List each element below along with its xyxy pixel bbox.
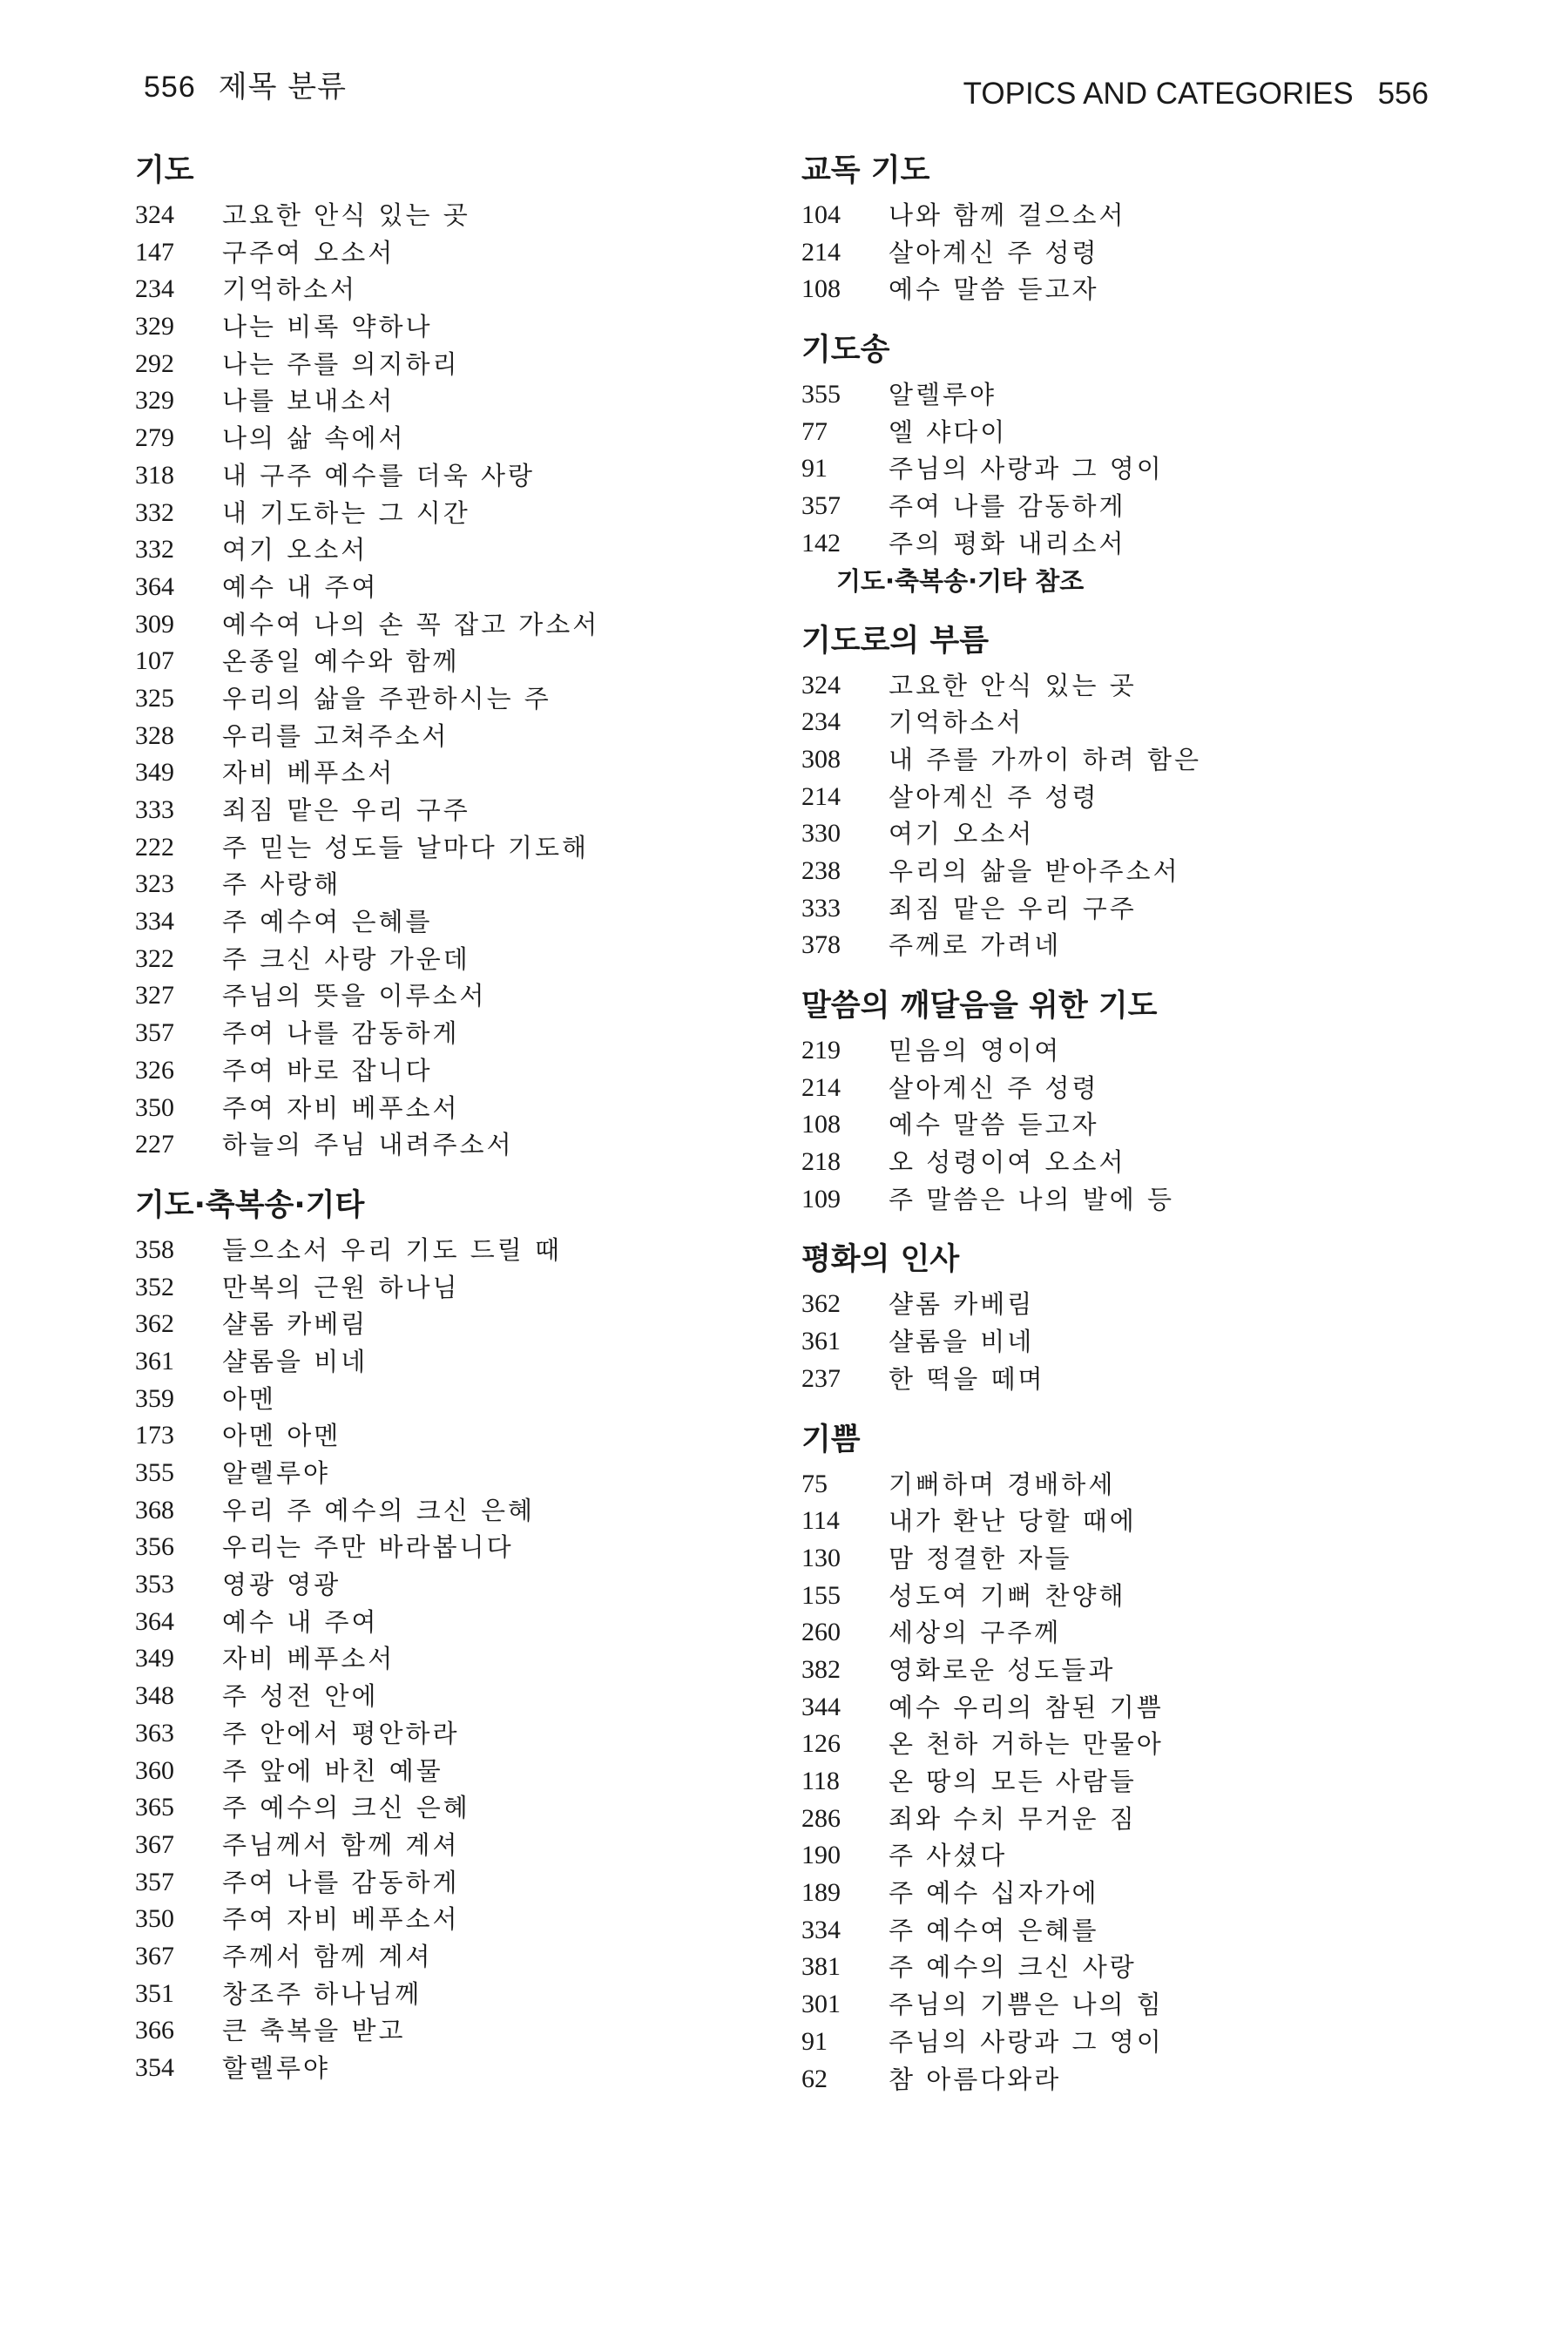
hymn-title: 큰 축복을 받고 (222, 2016, 406, 2046)
hymn-title: 영광 영광 (222, 1570, 341, 1600)
page-heading: 제목 분류 (218, 70, 347, 105)
hymn-title: 여기 오소서 (222, 535, 368, 565)
hymn-number: 368 (135, 1495, 174, 1524)
hymn-title: 우리를 고쳐주소서 (222, 720, 449, 751)
hymn-entry (135, 1566, 762, 1604)
hymn-number: 358 (135, 1234, 174, 1264)
hymn-number: 301 (801, 1990, 841, 2019)
hymn-number: 309 (135, 609, 174, 639)
page-header-right (963, 77, 1429, 112)
hymn-number: 279 (135, 423, 174, 453)
hymn-title: 살아계신 주 성령 (889, 781, 1099, 812)
hymn-entry (801, 525, 1411, 563)
hymn-entry (801, 271, 1411, 308)
hymn-title: 주여 나를 감동하게 (889, 491, 1126, 522)
hymn-title: 알렐루야 (889, 380, 997, 410)
hymn-title: 우리의 삶을 받아주소서 (889, 855, 1180, 886)
hymn-number: 330 (801, 819, 841, 848)
section-title: 평화의 인사 (801, 1242, 960, 1278)
hymn-number: 325 (135, 683, 174, 713)
hymn-number: 318 (135, 460, 174, 490)
hymn-title: 주 예수 십자가에 (889, 1878, 1099, 1909)
hymn-entry (801, 1614, 1411, 1652)
hymn-number: 356 (135, 1532, 174, 1562)
hymn-number: 327 (135, 981, 174, 1010)
hymn-entry (135, 420, 762, 457)
hymn-number: 214 (801, 1072, 841, 1102)
hymn-entry (801, 779, 1411, 816)
hymn-number: 326 (135, 1055, 174, 1085)
hymn-entry (135, 1343, 762, 1381)
hymn-entry (135, 1901, 762, 1938)
hymn-entry (135, 1232, 762, 1269)
hymn-entry (801, 488, 1411, 525)
hymn-number: 364 (135, 571, 174, 601)
hymn-entry (135, 1678, 762, 1715)
hymn-title: 주 예수여 은혜를 (889, 1915, 1099, 1945)
hymn-title: 할렐루야 (222, 2053, 331, 2083)
hymn-number: 361 (801, 1327, 841, 1356)
hymn-entry (801, 853, 1411, 890)
hymn-entry (801, 1875, 1411, 1912)
hymn-entry (135, 792, 762, 829)
hymn-number: 332 (135, 535, 174, 564)
topic-section (801, 1237, 1411, 1397)
hymn-entry (801, 1837, 1411, 1875)
hymn-entry (801, 1726, 1411, 1763)
hymn-number: 382 (801, 1654, 841, 1684)
hymn-title: 나의 삶 속에서 (222, 423, 406, 454)
hymn-number: 219 (801, 1036, 841, 1064)
topic-section (801, 983, 1411, 1218)
hymn-title: 주 예수의 크신 사랑 (889, 1952, 1137, 1983)
hymn-entry (135, 606, 762, 644)
section-title: 교독 기도 (801, 153, 930, 188)
hymn-title: 샬롬 카베림 (222, 1309, 368, 1340)
hymn-title: 주 앞에 바친 예물 (222, 1755, 443, 1786)
hymn-number: 234 (135, 274, 174, 304)
hymn-entry (801, 1801, 1411, 1838)
hymn-title: 나와 함께 걸으소서 (889, 200, 1126, 230)
hymn-number: 354 (135, 2053, 174, 2082)
hymn-number: 365 (135, 1793, 174, 1822)
hymn-title: 주님의 사랑과 그 영이 (889, 2026, 1164, 2057)
hymn-entry (135, 1640, 762, 1678)
hymn-entry (801, 1949, 1411, 1986)
hymn-title: 고요한 안식 있는 곳 (889, 670, 1137, 700)
hymn-title: 예수 말씀 듣고자 (889, 274, 1099, 305)
hymn-title: 내 구주 예수를 더욱 사랑 (222, 460, 536, 490)
hymn-entry (135, 2012, 762, 2050)
hymn-number: 155 (801, 1580, 841, 1610)
hymn-title: 살아계신 주 성령 (889, 237, 1099, 267)
hymn-number: 378 (801, 930, 841, 960)
hymn-title: 들으소서 우리 기도 드릴 때 (222, 1234, 563, 1265)
hymn-title: 세상의 구주께 (889, 1618, 1062, 1648)
hymn-title: 우리의 삶을 주관하시는 주 (222, 683, 551, 713)
hymn-number: 91 (801, 2026, 828, 2056)
hymn-number: 352 (135, 1272, 174, 1301)
hymn-entry (801, 667, 1411, 705)
hymn-title: 주 말씀은 나의 발에 등 (889, 1184, 1174, 1214)
hymn-entry (801, 1540, 1411, 1578)
hymn-entry (135, 234, 762, 272)
hymn-number: 344 (801, 1692, 841, 1721)
hymn-title: 주님의 사랑과 그 영이 (889, 454, 1164, 484)
hymn-number: 260 (801, 1618, 841, 1647)
hymn-entry (135, 903, 762, 941)
hymn-title: 엘 샤다이 (889, 416, 1008, 447)
hymn-number: 286 (801, 1803, 841, 1833)
hymn-title: 주 크신 사랑 가운데 (222, 943, 470, 974)
hymn-number: 323 (135, 869, 174, 899)
hymn-entry (135, 382, 762, 420)
hymn-entry (135, 941, 762, 978)
hymn-title: 주여 바로 잡니다 (222, 1055, 433, 1085)
hymn-title: 맘 정결한 자들 (889, 1543, 1072, 1573)
hymn-number: 292 (135, 348, 174, 378)
hymn-title: 오 성령이여 오소서 (889, 1147, 1126, 1178)
hymn-entry (135, 829, 762, 867)
hymn-number: 190 (801, 1841, 841, 1870)
hymn-title: 우리는 주만 바라봅니다 (222, 1532, 514, 1563)
hymn-entry (135, 1381, 762, 1418)
hymn-title: 아멘 (222, 1383, 277, 1414)
hymn-entry (135, 495, 762, 532)
hymn-entry (801, 1986, 1411, 2024)
hymn-entry (135, 1976, 762, 2013)
hymn-entry (801, 1032, 1411, 1070)
hymn-title: 한 떡을 떼며 (889, 1363, 1045, 1394)
hymn-number: 333 (801, 893, 841, 923)
hymn-entry (135, 643, 762, 680)
hymn-title: 알렐루야 (222, 1458, 331, 1488)
hymn-title: 자비 베푸소서 (222, 1644, 395, 1674)
hymn-number: 328 (135, 720, 174, 750)
hymn-title: 창조주 하나님께 (222, 1978, 422, 2009)
hymn-title: 주여 나를 감동하게 (222, 1018, 460, 1049)
hymn-title: 죄와 수치 무거운 짐 (889, 1803, 1137, 1834)
hymn-entry (801, 234, 1411, 272)
hymn-title: 기억하소서 (889, 707, 1024, 738)
hymn-number: 104 (801, 200, 841, 229)
hymn-number: 108 (801, 1110, 841, 1139)
hymn-entry (135, 1529, 762, 1566)
hymn-title: 나는 비록 약하나 (222, 312, 433, 342)
hymn-entry (135, 1015, 762, 1052)
hymn-title: 주여 자비 베푸소서 (222, 1092, 460, 1123)
hymn-entry (135, 1753, 762, 1790)
hymn-number: 357 (135, 1018, 174, 1048)
hymn-number: 355 (801, 380, 841, 409)
hymn-entry (801, 1578, 1411, 1615)
hymn-title: 예수 내 주여 (222, 1606, 379, 1637)
hymn-entry (801, 1286, 1411, 1323)
hymn-number: 222 (135, 832, 174, 862)
hymn-entry (801, 1070, 1411, 1107)
hymn-entry (801, 1181, 1411, 1219)
hymn-title: 기뻐하며 경배하세 (889, 1469, 1116, 1499)
page-heading-english: TOPICS AND CATEGORIES (963, 77, 1354, 111)
hymn-number: 366 (135, 2016, 174, 2045)
left-column (135, 148, 762, 2106)
hymn-title: 예수 말씀 듣고자 (889, 1110, 1099, 1140)
hymn-entry (801, 1144, 1411, 1181)
hymn-entry (801, 1466, 1411, 1504)
hymn-title: 예수 내 주여 (222, 571, 379, 602)
see-also-reference: 기도·축복송·기타 참조 (836, 565, 1085, 596)
hymn-entry (801, 1689, 1411, 1727)
hymn-number: 350 (135, 1904, 174, 1934)
hymn-entry (801, 927, 1411, 964)
hymn-title: 예수 우리의 참된 기쁨 (889, 1692, 1164, 1722)
hymn-title: 주 성전 안에 (222, 1681, 379, 1712)
hymn-entry (135, 569, 762, 606)
hymn-title: 주여 자비 베푸소서 (222, 1904, 460, 1935)
hymn-number: 329 (135, 312, 174, 341)
hymn-number: 214 (801, 781, 841, 811)
hymn-entry (801, 2024, 1411, 2061)
hymn-number: 364 (135, 1606, 174, 1636)
hymn-number: 91 (801, 454, 828, 483)
hymn-title: 주 안에서 평안하라 (222, 1718, 460, 1748)
hymn-number: 238 (801, 855, 841, 885)
hymn-number: 107 (135, 646, 174, 676)
hymn-number: 357 (135, 1867, 174, 1896)
hymn-title: 여기 오소서 (889, 819, 1035, 849)
section-title: 말씀의 깨달음을 위한 기도 (801, 989, 1158, 1024)
hymn-entry (135, 1492, 762, 1530)
hymn-title: 성도여 기뻐 찬양해 (889, 1580, 1126, 1611)
hymn-number: 227 (135, 1130, 174, 1159)
hymn-title: 주 예수의 크신 은혜 (222, 1793, 470, 1823)
hymn-number: 324 (135, 200, 174, 229)
hymn-title: 만복의 근원 하나님 (222, 1272, 460, 1302)
hymn-entry (801, 704, 1411, 741)
hymn-entry (135, 197, 762, 234)
hymn-entry (801, 376, 1411, 414)
hymn-title: 온 땅의 모든 사람들 (889, 1767, 1137, 1796)
hymn-number: 361 (135, 1346, 174, 1375)
section-title: 기도·축복송·기타 (135, 1187, 365, 1223)
hymn-entry (135, 680, 762, 718)
hymn-title: 고요한 안식 있는 곳 (222, 200, 470, 230)
hymn-title: 주님의 뜻을 이루소서 (222, 981, 487, 1011)
topic-section (801, 618, 1411, 965)
hymn-entry (135, 1269, 762, 1307)
hymn-number: 218 (801, 1147, 841, 1177)
hymn-title: 주 사랑해 (222, 869, 341, 900)
hymn-title: 주 예수여 은혜를 (222, 907, 433, 937)
hymn-title: 영화로운 성도들과 (889, 1654, 1116, 1685)
hymn-number: 75 (801, 1469, 828, 1498)
hymn-entry (135, 1455, 762, 1492)
hymn-number: 62 (801, 2064, 828, 2093)
hymn-number: 109 (801, 1184, 841, 1213)
hymn-entry (801, 1361, 1411, 1398)
section-title: 기도로의 부름 (801, 623, 990, 659)
page-header-left (144, 63, 347, 105)
hymn-title: 구주여 오소서 (222, 237, 395, 267)
section-title: 기쁨 (801, 1422, 861, 1457)
hymn-entry (135, 1052, 762, 1090)
hymn-entry (135, 1789, 762, 1827)
hymn-number: 77 (801, 416, 828, 446)
hymn-number: 362 (135, 1309, 174, 1339)
hymn-number: 367 (135, 1829, 174, 1859)
hymn-title: 자비 베푸소서 (222, 758, 395, 788)
hymn-entry (135, 2050, 762, 2087)
hymn-number: 108 (801, 274, 841, 304)
hymn-title: 아멘 아멘 (222, 1421, 341, 1451)
hymn-number: 363 (135, 1718, 174, 1747)
hymn-number: 147 (135, 237, 174, 267)
hymn-entry (135, 346, 762, 383)
hymn-number: 214 (801, 237, 841, 267)
hymn-entry (801, 890, 1411, 928)
hymn-title: 주께로 가려네 (889, 930, 1062, 961)
hymn-title: 내 기도하는 그 시간 (222, 497, 470, 528)
hymn-title: 샬롬 카베림 (889, 1289, 1035, 1320)
hymn-number: 357 (801, 491, 841, 521)
hymn-number: 349 (135, 758, 174, 787)
hymn-number: 362 (801, 1289, 841, 1319)
hymn-entry (135, 1864, 762, 1902)
hymn-number: 173 (135, 1421, 174, 1450)
hymn-number: 189 (801, 1878, 841, 1908)
hymn-title: 하늘의 주님 내려주소서 (222, 1130, 514, 1160)
hymn-number: 359 (135, 1383, 174, 1413)
hymn-title: 샬롬을 비네 (222, 1346, 368, 1376)
hymn-number: 142 (801, 528, 841, 558)
section-title: 기도 (135, 153, 194, 188)
hymn-entry (135, 1604, 762, 1641)
hymn-entry (135, 1090, 762, 1127)
hymn-entry (801, 741, 1411, 779)
hymn-entry (135, 718, 762, 755)
hymn-entry (801, 815, 1411, 853)
hymn-entry (801, 450, 1411, 488)
hymn-title: 내 주를 가까이 하려 함은 (889, 744, 1202, 774)
hymn-entry (801, 414, 1411, 451)
hymn-title: 살아계신 주 성령 (889, 1072, 1099, 1103)
hymn-title: 온 천하 거하는 만물아 (889, 1729, 1164, 1760)
hymn-entry (801, 1323, 1411, 1361)
topic-section (135, 148, 762, 1164)
hymn-title: 기억하소서 (222, 274, 358, 305)
hymn-number: 348 (135, 1681, 174, 1711)
hymn-title: 죄짐 맡은 우리 구주 (889, 893, 1137, 923)
hymn-number: 381 (801, 1952, 841, 1982)
hymn-number: 334 (135, 907, 174, 936)
hymn-number: 322 (135, 943, 174, 973)
hymn-number: 332 (135, 497, 174, 527)
hymn-entry (801, 1652, 1411, 1689)
hymn-number: 237 (801, 1363, 841, 1393)
hymn-number: 324 (801, 670, 841, 700)
hymn-number: 350 (135, 1092, 174, 1122)
topic-section (801, 148, 1411, 308)
hymn-title: 내가 환난 당할 때에 (889, 1506, 1137, 1537)
hymn-number: 234 (801, 707, 841, 737)
hymn-title: 우리 주 예수의 크신 은혜 (222, 1495, 536, 1525)
topic-section (135, 1183, 762, 2087)
hymn-title: 주여 나를 감동하게 (222, 1867, 460, 1897)
hymn-number: 355 (135, 1458, 174, 1487)
hymn-number: 329 (135, 386, 174, 416)
hymn-entry (135, 1126, 762, 1164)
hymn-number: 114 (801, 1506, 840, 1536)
hymn-entry (135, 1827, 762, 1864)
hymn-entry (135, 1715, 762, 1753)
hymn-entry (801, 197, 1411, 234)
hymn-entry (135, 1306, 762, 1343)
right-column (801, 148, 1411, 2117)
hymn-title: 주의 평화 내리소서 (889, 528, 1126, 558)
topic-section (801, 328, 1411, 598)
page-number: 556 (1377, 77, 1429, 111)
hymn-entry (135, 977, 762, 1015)
hymn-number: 353 (135, 1570, 174, 1599)
hymn-number: 333 (135, 795, 174, 824)
hymn-title: 주 믿는 성도들 날마다 기도해 (222, 832, 590, 862)
hymn-entry (801, 1912, 1411, 1950)
hymn-entry (135, 754, 762, 792)
hymn-entry (135, 531, 762, 569)
hymn-number: 126 (801, 1729, 841, 1759)
hymn-title: 죄짐 맡은 우리 구주 (222, 795, 470, 825)
hymn-title: 나는 주를 의지하리 (222, 348, 460, 379)
hymn-title: 주님의 기쁨은 나의 힘 (889, 1990, 1164, 2020)
hymn-entry (801, 1106, 1411, 1144)
hymn-title: 믿음의 영이여 (889, 1036, 1062, 1065)
hymn-entry (801, 1763, 1411, 1801)
hymn-number: 308 (801, 744, 841, 774)
hymn-title: 샬롬을 비네 (889, 1327, 1035, 1357)
hymn-number: 351 (135, 1978, 174, 2008)
hymn-title: 나를 보내소서 (222, 386, 395, 416)
hymn-entry (135, 308, 762, 346)
hymn-title: 주께서 함께 계셔 (222, 1941, 433, 1971)
section-title: 기도송 (801, 333, 890, 368)
hymn-title: 주님께서 함께 계셔 (222, 1829, 460, 1860)
hymn-entry (135, 866, 762, 903)
hymn-number: 334 (801, 1915, 841, 1944)
hymn-entry (801, 2061, 1411, 2099)
hymn-entry (135, 1938, 762, 1976)
hymn-number: 130 (801, 1543, 841, 1572)
hymn-title: 예수여 나의 손 꼭 잡고 가소서 (222, 609, 600, 639)
hymn-title: 온종일 예수와 함께 (222, 646, 460, 677)
hymn-number: 367 (135, 1941, 174, 1970)
hymn-entry (801, 1503, 1411, 1540)
topic-section (801, 1417, 1411, 2099)
hymn-title: 참 아름다와라 (889, 2064, 1062, 2094)
hymn-entry (135, 1417, 762, 1455)
hymn-title: 주 사셨다 (889, 1841, 1008, 1871)
hymn-number: 349 (135, 1644, 174, 1673)
hymn-number: 360 (135, 1755, 174, 1785)
hymn-entry (135, 271, 762, 308)
page-number: 556 (144, 71, 196, 104)
hymn-entry (135, 457, 762, 495)
hymn-number: 118 (801, 1767, 840, 1795)
